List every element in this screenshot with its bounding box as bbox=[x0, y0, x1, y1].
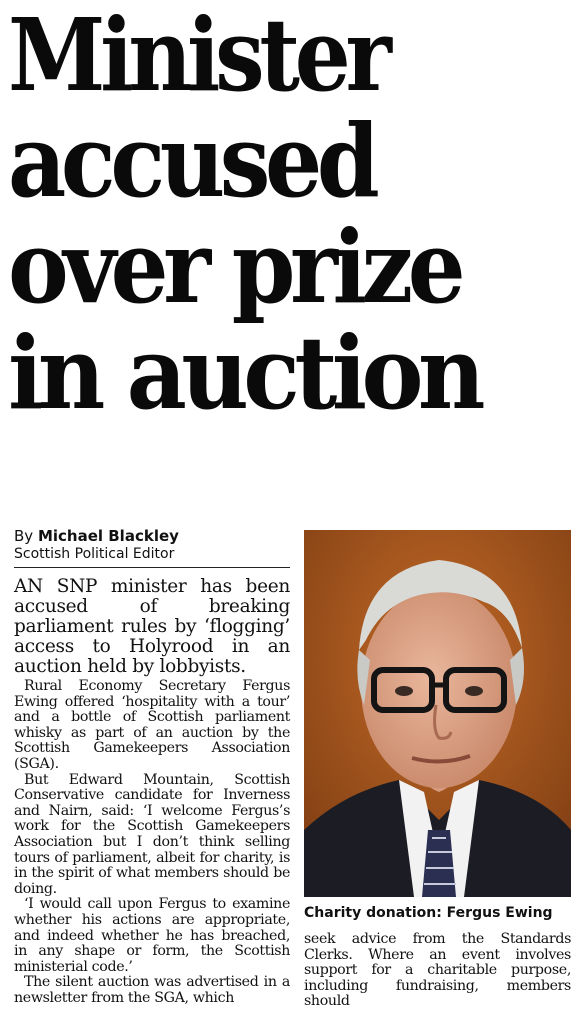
byline-role: Scottish Political Editor bbox=[14, 546, 175, 562]
headline-line-2: accused bbox=[8, 102, 375, 220]
headline-line-4: in auction bbox=[8, 314, 480, 432]
byline-author-row bbox=[14, 527, 289, 545]
portrait-illustration bbox=[304, 530, 571, 897]
photo-caption: Charity donation: Fergus Ewing bbox=[304, 905, 553, 921]
article-paragraph-continued: seek advice from the Standards Clerks. Where an event involves support for a charitable purpose, including fundraising, members should bbox=[304, 931, 571, 1010]
article-paragraph: But Edward Mountain, Scottish Conservative candidate for Inverness and Nairn, said: ‘I welcome Fergus’s work for the Scottish Gamekeepers Association but I don’t think selling tours of parliament, albeit for charity, is in the spirit of what members should be doing. bbox=[14, 771, 290, 897]
byline-divider bbox=[14, 567, 290, 568]
article-paragraph: The silent auction was advertised in a newsletter from the SGA, which bbox=[14, 974, 290, 1006]
article-paragraph: Rural Economy Secretary Fergus Ewing offered ‘hospitality with a tour’ and a bottle of Scottish parliament whisky as part of an auction by the Scottish Gamekeepers Association (SGA). bbox=[14, 678, 290, 772]
headline-line-3: over prize bbox=[8, 208, 461, 326]
article-intro: AN SNP minister has been accused of breaking parliament rules by ‘flogging’ access to Holyrood in an auction held by lobbyists. bbox=[14, 576, 290, 677]
headline bbox=[8, 0, 578, 432]
headline-line-1: Minister bbox=[8, 0, 387, 114]
article-paragraph: ‘I would call upon Fergus to examine whether his actions are appropriate, and indeed whether he has breached, in any shape or form, the Scottish ministerial code.’ bbox=[14, 896, 290, 975]
portrait-photo bbox=[304, 530, 571, 897]
article-column-left bbox=[14, 577, 290, 1006]
byline bbox=[14, 527, 289, 563]
byline-prefix: By bbox=[14, 527, 34, 545]
article-column-right bbox=[304, 932, 571, 1010]
byline-author: Michael Blackley bbox=[37, 527, 179, 545]
